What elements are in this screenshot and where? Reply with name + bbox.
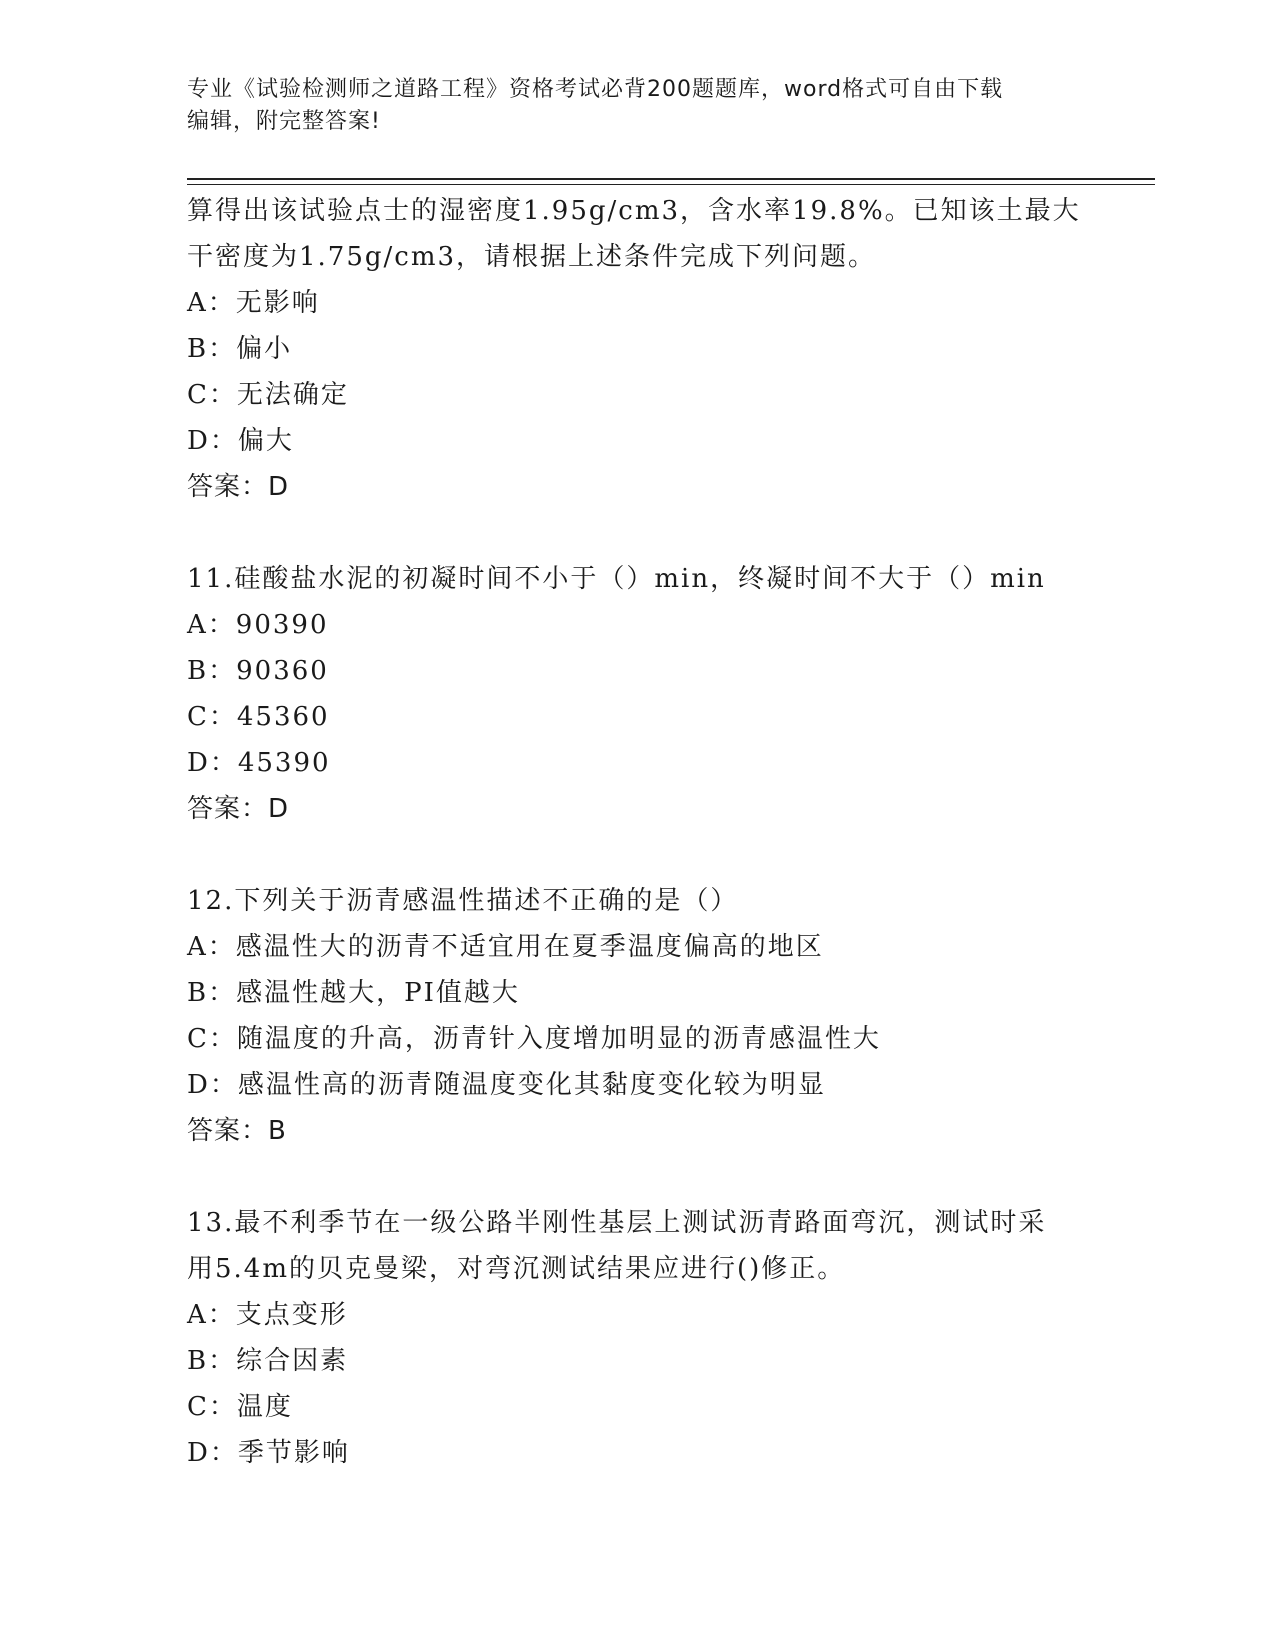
question-11 [187,556,1107,832]
header-line-2: 编辑，附完整答案! [187,109,381,134]
option-b: B：偏小 [187,334,293,364]
question-stem: 算得出该试验点士的湿密度1.95g/cm3，含水率19.8%。已知该土最大 [187,196,1081,226]
question-12 [187,878,1107,1154]
question-stem: 13.最不利季节在一级公路半刚性基层上测试沥青路面弯沉，测试时采 [187,1208,1047,1238]
question-list [187,188,1107,1476]
option-a: A：无影响 [187,288,320,318]
header-line-1: 专业《试验检测师之道路工程》资格考试必背200题题库，word格式可自由下载 [187,77,1004,102]
document-header [187,74,1087,138]
header-rule-thin [187,184,1155,185]
question-stem: 11.硅酸盐水泥的初凝时间不小于（）min，终凝时间不大于（）min [187,564,1046,594]
option-c: C：温度 [187,1392,293,1422]
option-d: D：45390 [187,748,331,778]
option-b: B：感温性越大，PI值越大 [187,978,520,1008]
option-d: D：感温性高的沥青随温度变化其黏度变化较为明显 [187,1070,826,1100]
question-13 [187,1200,1107,1476]
option-d: D：偏大 [187,426,294,456]
question-stem: 用5.4m的贝克曼梁，对弯沉测试结果应进行()修正。 [187,1254,846,1284]
question-stem: 干密度为1.75g/cm3，请根据上述条件完成下列问题。 [187,242,877,272]
question-stem: 12.下列关于沥青感温性描述不正确的是（） [187,886,739,916]
answer: 答案：D [187,794,290,824]
spacer [187,510,1107,556]
option-c: C：无法确定 [187,380,349,410]
option-c: C：45360 [187,702,330,732]
spacer [187,832,1107,878]
option-d: D：季节影响 [187,1438,350,1468]
question-10 [187,188,1107,510]
option-a: A：支点变形 [187,1300,348,1330]
option-a: A：90390 [187,610,329,640]
answer: 答案：B [187,1116,287,1146]
answer: 答案：D [187,472,290,502]
option-c: C：随温度的升高，沥青针入度增加明显的沥青感温性大 [187,1024,881,1054]
option-a: A：感温性大的沥青不适宜用在夏季温度偏高的地区 [187,932,824,962]
header-rule-thick [187,178,1155,180]
spacer [187,1154,1107,1200]
option-b: B：综合因素 [187,1346,349,1376]
option-b: B：90360 [187,656,329,686]
